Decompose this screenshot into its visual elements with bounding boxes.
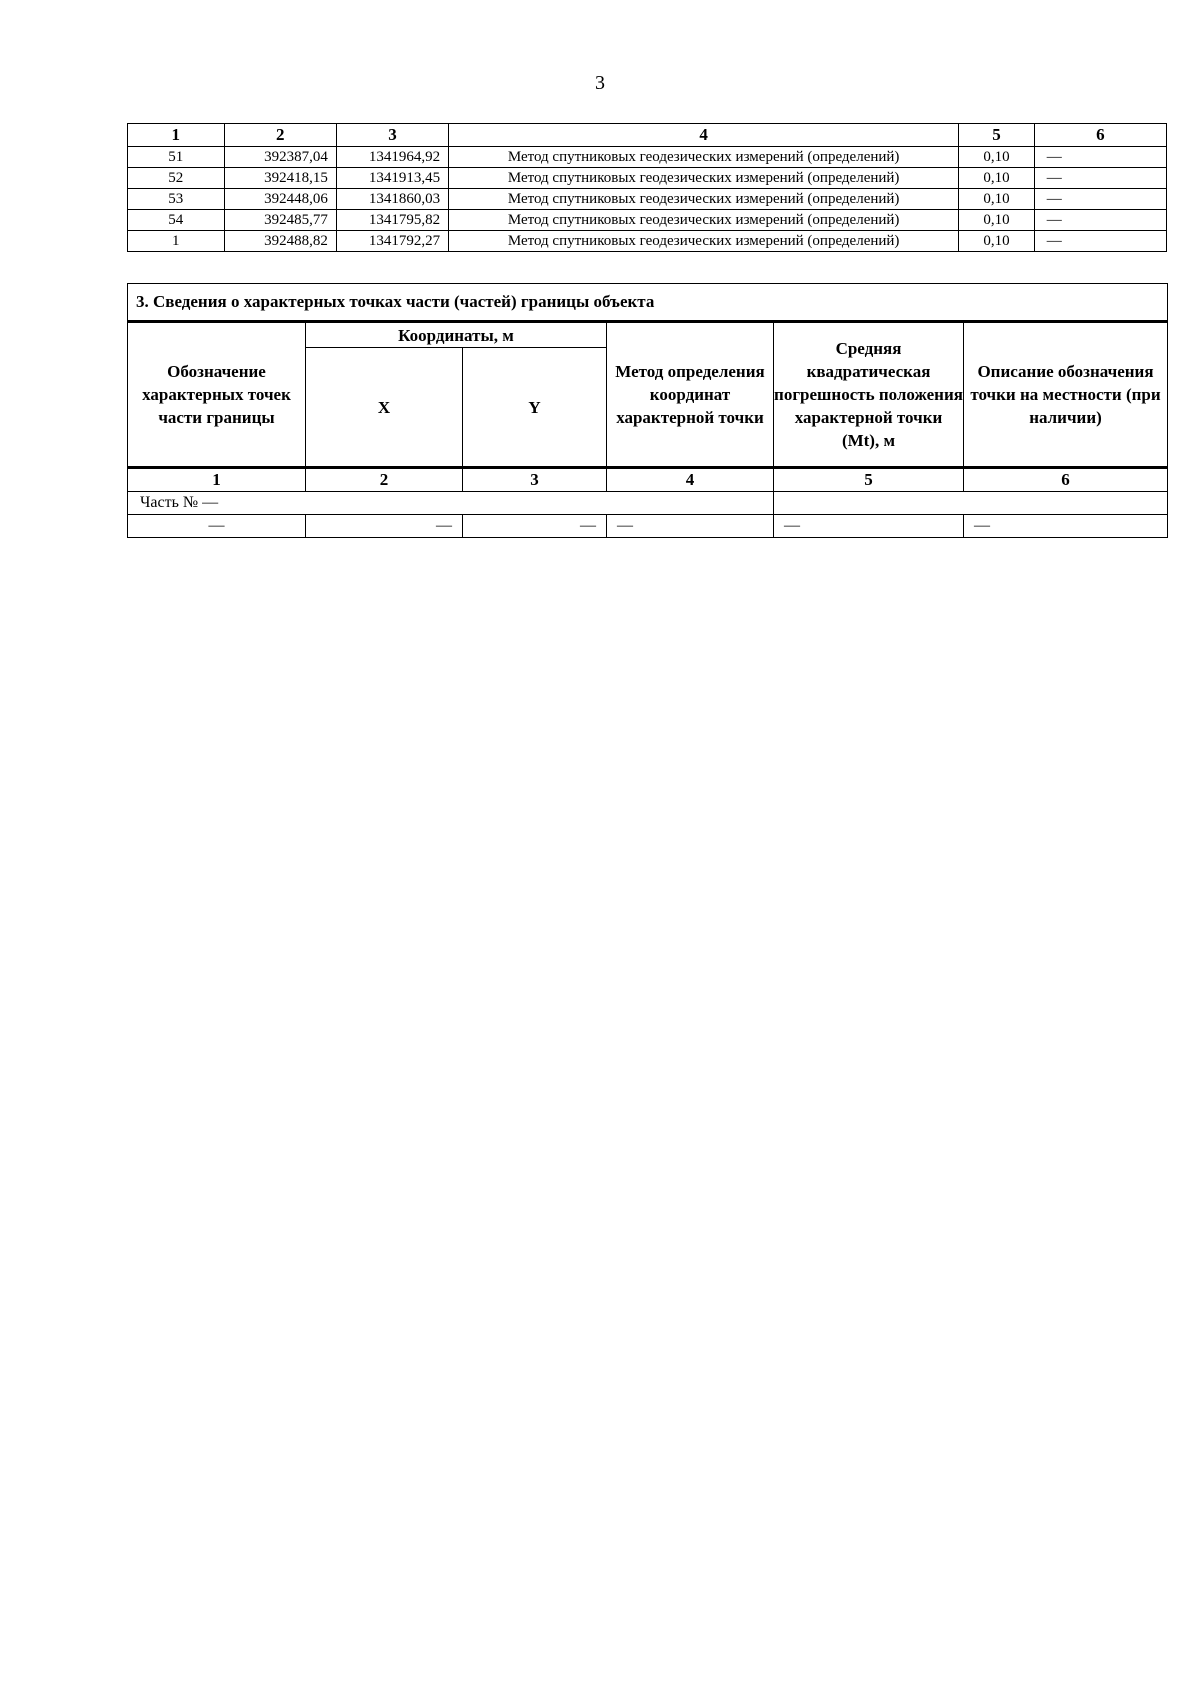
header-cell: 1 [128,124,225,147]
description-cell: — [1034,231,1166,252]
point-cell: — [128,515,306,538]
column-number: 4 [607,468,774,492]
method-cell: Метод спутниковых геодезических измерений (определений) [449,168,959,189]
accuracy-cell: 0,10 [959,231,1035,252]
part-label: Часть № — [128,492,774,515]
description-cell: — [964,515,1168,538]
part-row [128,492,1168,515]
table-row [128,515,1168,538]
accuracy-cell: 0,10 [959,210,1035,231]
header-cell: 4 [449,124,959,147]
x-cell: 392387,04 [224,147,336,168]
x-cell: 392448,06 [224,189,336,210]
y-cell: 1341913,45 [336,168,448,189]
x-cell: 392488,82 [224,231,336,252]
column-number: 2 [306,468,463,492]
description-cell: — [1034,210,1166,231]
header-x: X [306,348,463,468]
point-cell: 54 [128,210,225,231]
point-cell: 1 [128,231,225,252]
accuracy-cell: 0,10 [959,189,1035,210]
description-cell: — [1034,168,1166,189]
column-numbers-row [128,468,1168,492]
table-row [128,210,1167,231]
column-number: 6 [964,468,1168,492]
header-y: Y [463,348,607,468]
method-cell: Метод спутниковых геодезических измерений (определений) [449,231,959,252]
y-cell: — [463,515,607,538]
accuracy-cell: 0,10 [959,168,1035,189]
header-method: Метод определения координат характерной точки [607,322,774,468]
x-cell: 392418,15 [224,168,336,189]
header-cell: 3 [336,124,448,147]
table-row [128,147,1167,168]
table-row [128,189,1167,210]
header-description: Описание обозначения точки на местности (при наличии) [964,322,1168,468]
table-row [128,168,1167,189]
y-cell: 1341795,82 [336,210,448,231]
x-cell: — [306,515,463,538]
header-coordinates: Координаты, м [306,322,607,348]
table-row [128,231,1167,252]
method-cell: Метод спутниковых геодезических измерений (определений) [449,147,959,168]
accuracy-cell: — [774,515,964,538]
column-number: 3 [463,468,607,492]
header-cell: 2 [224,124,336,147]
method-cell: Метод спутниковых геодезических измерений (определений) [449,210,959,231]
part-empty-cell [774,492,1168,515]
page-number: 3 [595,72,605,94]
header-accuracy: Средняя квадратическая погрешность положения характерной точки (Mt), м [774,322,964,468]
section-title-row [128,284,1168,322]
method-cell: — [607,515,774,538]
y-cell: 1341964,92 [336,147,448,168]
accuracy-cell: 0,10 [959,147,1035,168]
table-header-row [128,322,1168,348]
table-header-row [128,124,1167,147]
column-number: 1 [128,468,306,492]
point-cell: 53 [128,189,225,210]
x-cell: 392485,77 [224,210,336,231]
point-cell: 51 [128,147,225,168]
header-cell: 6 [1034,124,1166,147]
header-cell: 5 [959,124,1035,147]
description-cell: — [1034,147,1166,168]
method-cell: Метод спутниковых геодезических измерений (определений) [449,189,959,210]
y-cell: 1341792,27 [336,231,448,252]
header-point-designation: Обозначение характерных точек части границы [128,322,306,468]
part-boundary-points-table [127,283,1168,538]
point-cell: 52 [128,168,225,189]
section-title: 3. Сведения о характерных точках части (частей) границы объекта [128,284,1168,322]
boundary-points-table [127,123,1167,252]
y-cell: 1341860,03 [336,189,448,210]
column-number: 5 [774,468,964,492]
description-cell: — [1034,189,1166,210]
